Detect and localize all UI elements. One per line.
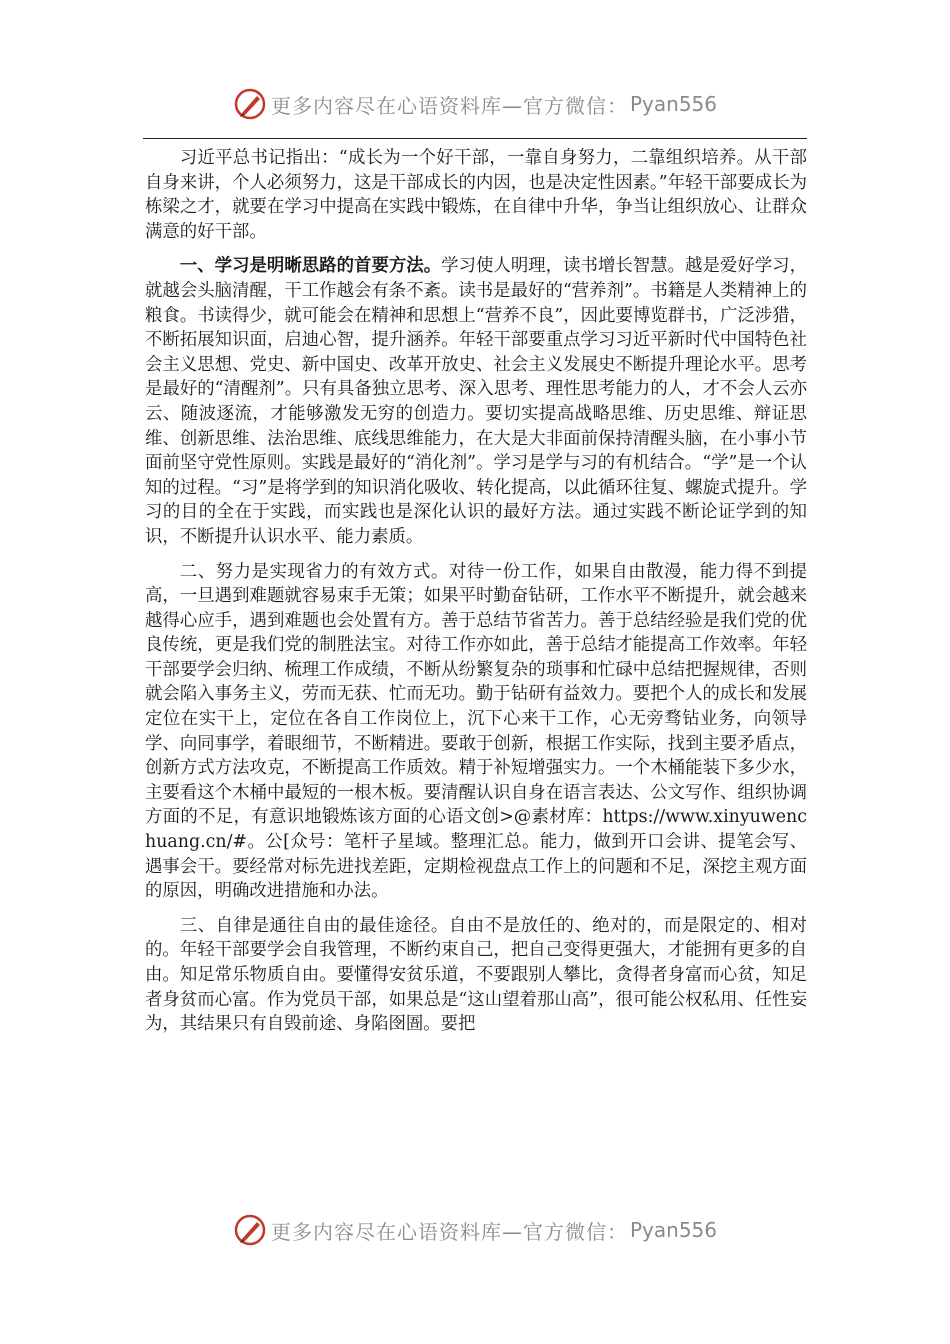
pen-logo-icon bbox=[233, 1213, 267, 1247]
banner-text: 更多内容尽在心语资料库—官方微信： bbox=[270, 1219, 628, 1244]
section-two-paragraph: 二、努力是实现省力的有效方式。对待一份工作，如果自由散漫，能力得不到提高，一旦遇到难题就容易束手无策；如果平时勤奋钻研，工作水平不断提升，就会越来越得心应手，遇到难题也会处置有方。善于总结节省苦力。善于总结经验是我们党的优良传统，更是我们党的制胜法宝。对待工作亦如此，善于总结才能提高工作效率。年轻干部要学会归纳、梳理工作成绩，不断从纷繁复杂的琐事和忙碌中总结把握规律，否则就会陷入事务主义，劳而无获、忙而无功。勤于钻研有益效力。要把个人的成长和发展定位在实干上，定位在各自工作岗位上，沉下心来干工作，心无旁骛钻业务，向领导学、向同事学，着眼细节，不断精进。要敢于创新，根据工作实际，找到主要矛盾点，创新方式方法攻克，不断提高工作质效。精于补短增强实力。一个木桶能装下多少水，主要看这个木桶中最短的一根木板。要清醒认识自身在语言表达、公文写作、组织协调方面的不足，有意识地锻炼该方面的心语文创>@素材库：https://www.xinyuwenchuang.cn/#。公[众号：笔杆子星域。整理汇总。能力，做到开口会讲、提笔会写、遇事会干。要经常对标先进找差距，定期检视盘点工作上的问题和不足，深挖主观方面的原因，明确改进措施和办法。 bbox=[145, 561, 807, 902]
intro-paragraph: 习近平总书记指出：“成长为一个好干部，一靠自身努力，二靠组织培养。从干部自身来讲，个人必须努力，这是干部成长的内因，也是决定性因素。”年轻干部要成长为栋梁之才，就要在学习中提高在实践中锻炼，在自律中升华，争当让组织放心、让群众满意的好干部。 bbox=[145, 148, 807, 242]
banner-wechat-id: Pyan556 bbox=[629, 92, 717, 116]
article-body bbox=[145, 146, 807, 1047]
section-one-heading: 一、学习是明晰思路的首要方法。 bbox=[179, 256, 442, 277]
section-one-text: 学习使人明理，读书增长智慧。越是爱好学习，就越会头脑清醒，干工作越会有条不紊。读书是最好的“营养剂”。书籍是人类精神上的粮食。书读得少，就可能会在精神和思想上“营养不良”，因此要博览群书，广泛涉猎，不断拓展知识面，启迪心智，提升涵养。年轻干部要重点学习习近平新时代中国特色社会主义思想、党史、新中国史、改革开放史、社会主义发展史不断提升理论水平。思考是最好的“清醒剂”。只有具备独立思考、深入思考、理性思考能力的人，才不会人云亦云、随波逐流，才能够激发无穷的创造力。要切实提高战略思维、历史思维、辩证思维、创新思维、法治思维、底线思维能力，在大是大非面前保持清醒头脑，在小事小节面前坚守党性原则。实践是最好的“消化剂”。学习是学与习的有机结合。“学”是一个认知的过程。“习”是将学到的知识消化吸收、转化提高，以此循环往复、螺旋式提升。学习的目的全在于实践，而实践也是深化认识的最好方法。通过实践不断论证学到的知识，不断提升认识水平、能力素质。 bbox=[145, 256, 807, 547]
section-three-paragraph: 三、自律是通往自由的最佳途径。自由不是放任的、绝对的，而是限定的、相对的。年轻干部要学会自我管理，不断约束自己，把自己变得更强大，才能拥有更多的自由。知足常乐物质自由。要懂得安贫乐道，不要跟别人攀比，贪得者身富而心贫，知足者身贫而心富。作为党员干部，如果总是“这山望着那山高”，很可能公权私用、任性妄为，其结果只有自毁前途、身陷囹圄。要把 bbox=[145, 915, 807, 1035]
pen-logo-icon bbox=[233, 87, 267, 121]
footer-banner bbox=[0, 1208, 950, 1252]
header-banner bbox=[0, 82, 950, 126]
section-one-paragraph bbox=[145, 254, 807, 549]
banner-text: 更多内容尽在心语资料库—官方微信： bbox=[270, 93, 628, 118]
header-divider bbox=[143, 138, 807, 139]
banner-wechat-id: Pyan556 bbox=[629, 1218, 717, 1242]
